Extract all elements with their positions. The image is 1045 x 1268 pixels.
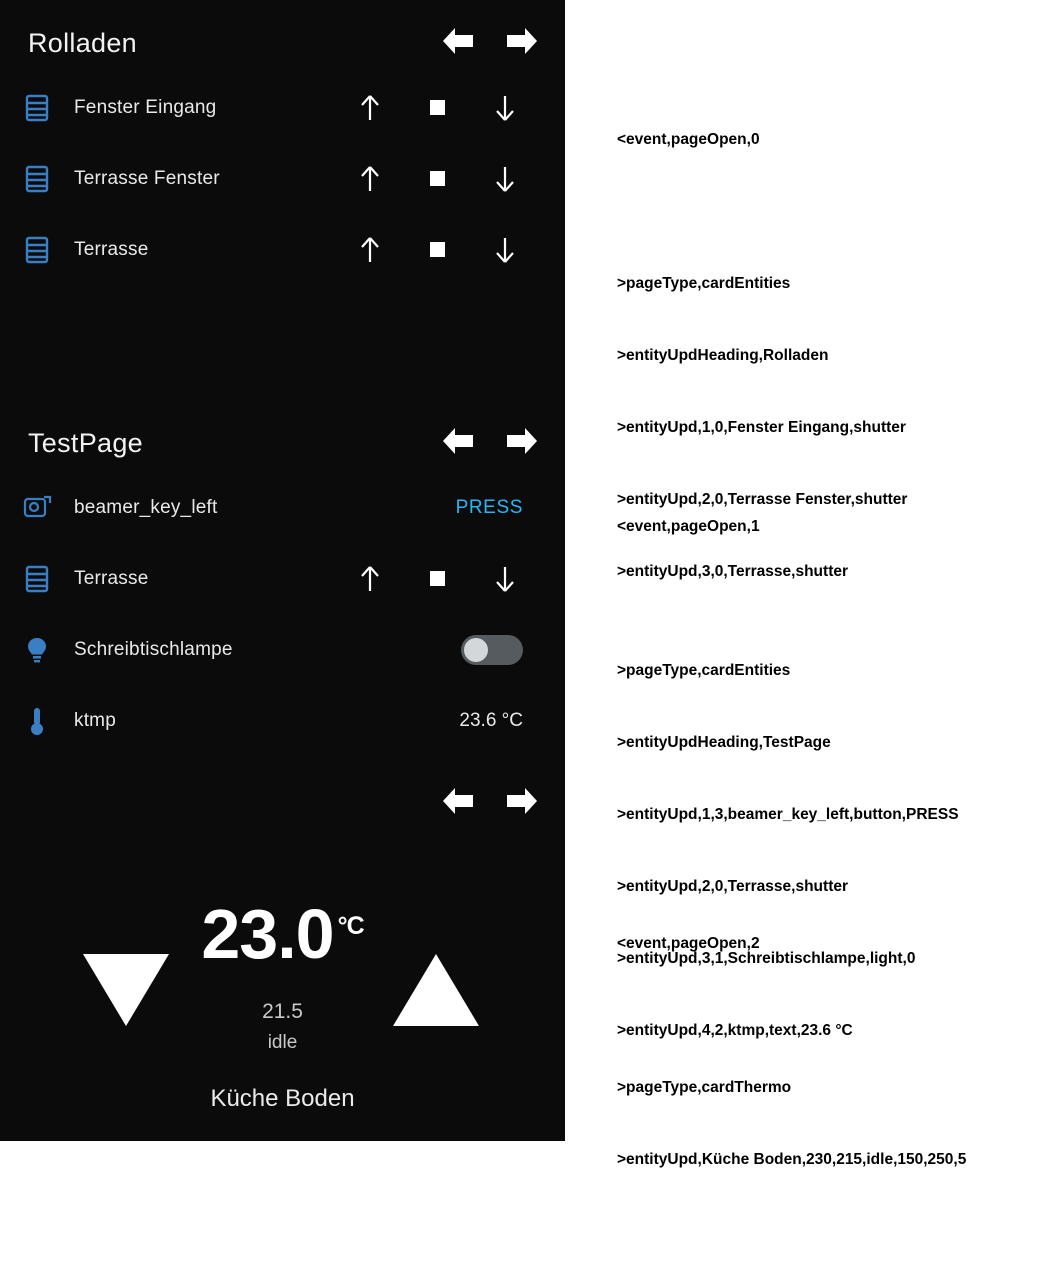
card-testpage — [0, 400, 565, 760]
shutter-controls — [350, 559, 565, 599]
doc-line: >entityUpd,1,3,beamer_key_left,button,PRESS — [617, 806, 959, 823]
shutter-up-icon[interactable] — [350, 559, 390, 599]
shutter-icon — [0, 93, 74, 123]
doc-line: >entityUpdHeading,Rolladen — [617, 347, 829, 364]
shutter-up-icon[interactable] — [350, 230, 390, 270]
doc-line: >entityUpd,3,0,Terrasse,shutter — [617, 563, 849, 580]
page-navigation — [439, 426, 541, 456]
list-item[interactable] — [0, 143, 565, 214]
list-item-label: Terrasse — [74, 567, 149, 589]
shutter-controls — [350, 159, 565, 199]
device-screen — [0, 0, 565, 1141]
doc-event-line: <event,pageOpen,0 — [617, 131, 760, 148]
card-rolladen — [0, 0, 565, 400]
shutter-controls — [350, 88, 565, 128]
list-item-label: Terrasse — [74, 238, 149, 260]
list-item-label: beamer_key_left — [74, 496, 218, 518]
projector-icon — [0, 493, 74, 523]
target-temperature: 21.5 — [262, 1000, 303, 1023]
next-page-icon[interactable] — [503, 426, 541, 456]
thermostat-name: Küche Boden — [210, 1085, 355, 1112]
shutter-up-icon[interactable] — [350, 159, 390, 199]
doc-command-lines — [617, 1028, 966, 1220]
thermostat-readout — [0, 822, 565, 1072]
list-item[interactable] — [0, 472, 565, 543]
temperature-unit: °C — [337, 911, 364, 940]
previous-page-icon[interactable] — [439, 426, 477, 456]
light-toggle[interactable] — [461, 635, 523, 665]
shutter-icon — [0, 235, 74, 265]
doc-block — [617, 884, 966, 1268]
entity-list — [0, 72, 565, 285]
shutter-stop-icon[interactable] — [418, 159, 458, 199]
current-temperature — [0, 894, 565, 974]
shutter-stop-icon[interactable] — [418, 559, 458, 599]
list-item[interactable] — [0, 685, 565, 756]
list-item-label: ktmp — [74, 709, 116, 731]
doc-line: >pageType,cardThermo — [617, 1079, 792, 1096]
doc-line: >entityUpd,3,1,Schreibtischlampe,light,0 — [617, 950, 916, 967]
shutter-icon — [0, 564, 74, 594]
doc-line: >pageType,cardEntities — [617, 662, 791, 679]
list-item[interactable] — [0, 614, 565, 685]
shutter-controls — [350, 230, 565, 270]
list-item[interactable] — [0, 214, 565, 285]
list-item-label: Terrasse Fenster — [74, 167, 220, 189]
previous-page-icon[interactable] — [439, 786, 477, 816]
card-thermo — [0, 760, 565, 1141]
current-temperature-value: 23.0 — [201, 895, 334, 973]
thermostat-panel — [0, 760, 565, 1141]
next-page-icon[interactable] — [503, 786, 541, 816]
shutter-down-icon[interactable] — [485, 230, 525, 270]
list-item[interactable] — [0, 72, 565, 143]
page-title: TestPage — [28, 428, 143, 458]
next-page-icon[interactable] — [503, 26, 541, 56]
doc-line: >entityUpd,2,0,Terrasse,shutter — [617, 878, 849, 895]
shutter-stop-icon[interactable] — [418, 88, 458, 128]
shutter-down-icon[interactable] — [485, 159, 525, 199]
thermometer-icon — [0, 705, 74, 737]
doc-line: >entityUpd,1,0,Fenster Eingang,shutter — [617, 419, 906, 436]
page-navigation — [439, 786, 541, 816]
card-header — [0, 0, 565, 72]
entity-list — [0, 472, 565, 756]
doc-line: >entityUpdHeading,TestPage — [617, 734, 831, 751]
shutter-icon — [0, 164, 74, 194]
temperature-value: 23.6 °C — [459, 709, 523, 731]
shutter-stop-icon[interactable] — [418, 230, 458, 270]
doc-line: >entityUpd,2,0,Terrasse Fenster,shutter — [617, 491, 908, 508]
bulb-icon — [0, 635, 74, 665]
doc-event-line: <event,pageOpen,1 — [617, 518, 760, 535]
list-item[interactable] — [0, 543, 565, 614]
previous-page-icon[interactable] — [439, 26, 477, 56]
thermostat-state: idle — [267, 1032, 298, 1053]
shutter-up-icon[interactable] — [350, 88, 390, 128]
doc-line: >entityUpd,Küche Boden,230,215,idle,150,250,5 — [617, 1151, 967, 1168]
card-header — [0, 400, 565, 472]
protocol-documentation — [565, 0, 1045, 1168]
page-navigation — [439, 26, 541, 56]
doc-event-line: <event,pageOpen,2 — [617, 935, 760, 952]
list-item-label: Schreibtischlampe — [74, 638, 233, 660]
doc-line: >entityUpd,4,2,ktmp,text,23.6 °C — [617, 1022, 853, 1039]
shutter-down-icon[interactable] — [485, 88, 525, 128]
list-item-label: Fenster Eingang — [74, 96, 217, 118]
toggle-knob — [464, 638, 488, 662]
page-title: Rolladen — [28, 28, 137, 58]
doc-line: >pageType,cardEntities — [617, 275, 791, 292]
press-button[interactable]: PRESS — [455, 496, 523, 518]
shutter-down-icon[interactable] — [485, 559, 525, 599]
